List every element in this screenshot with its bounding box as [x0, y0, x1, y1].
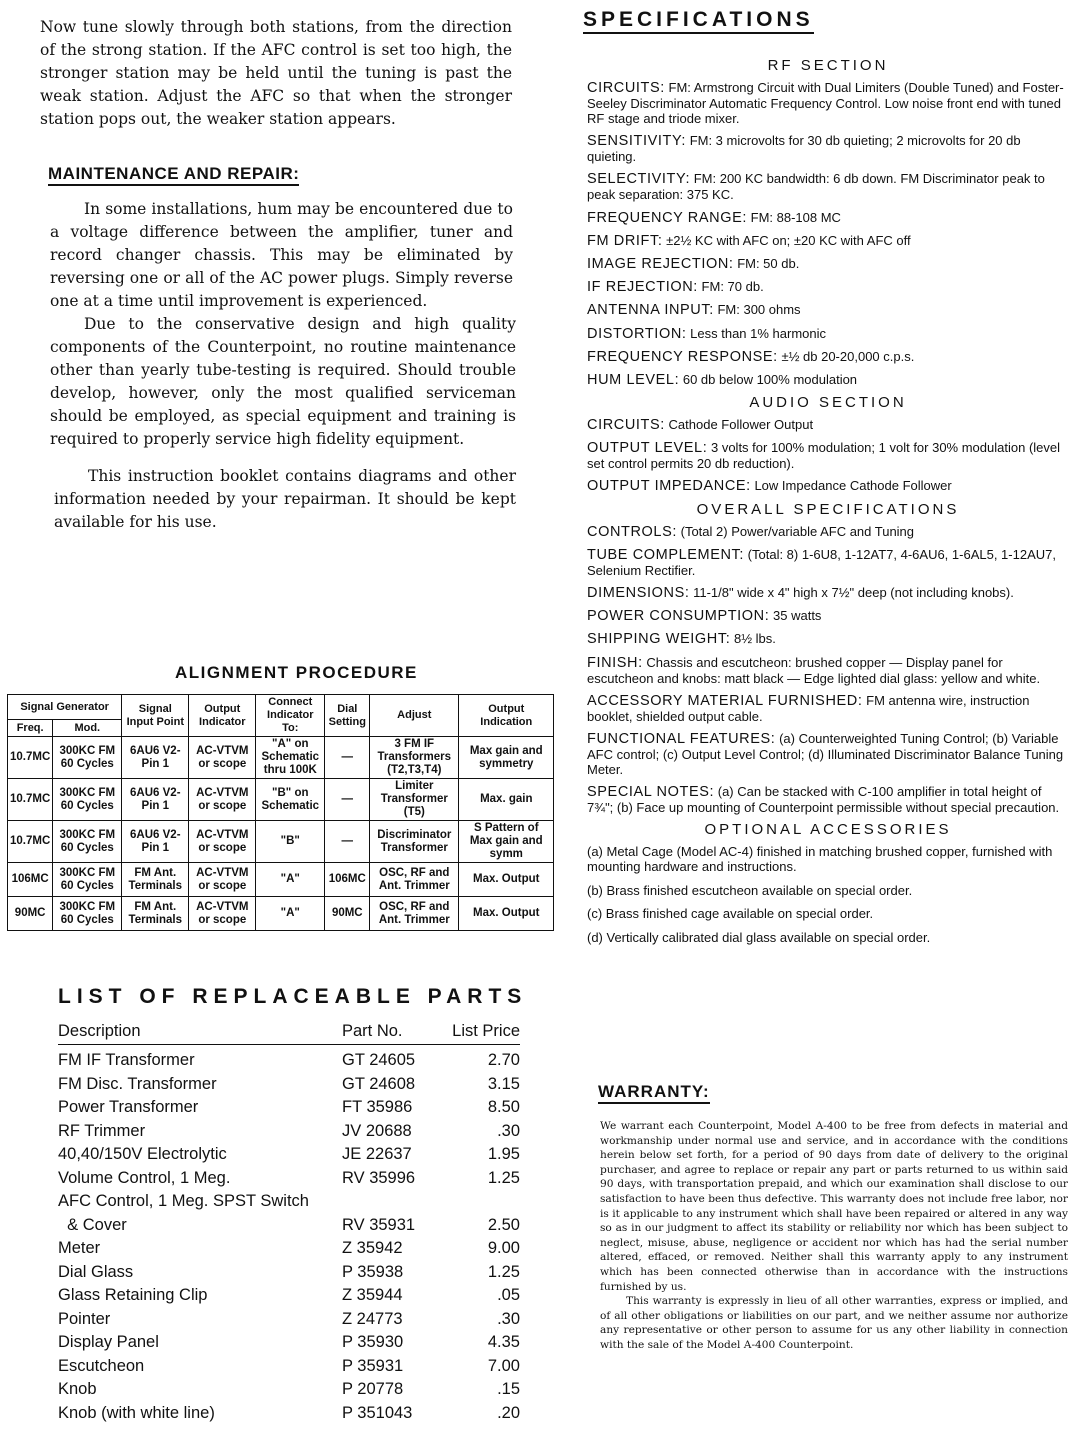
parts-row — [58, 1237, 520, 1261]
part-part-no: P 35938 — [342, 1262, 404, 1281]
spec-item — [587, 731, 1069, 777]
parts-row — [58, 1284, 520, 1308]
optional-accessory-item: (c) Brass finished cage available on special order. — [587, 906, 874, 922]
spec-value: FM: 50 db. — [737, 255, 800, 271]
spec-label: SHIPPING WEIGHT: — [587, 631, 731, 648]
alignment-cell-indicator: AC-VTVM or scope — [189, 779, 256, 821]
part-description: Escutcheon — [58, 1356, 145, 1375]
part-description: Knob — [58, 1380, 97, 1398]
alignment-row — [8, 821, 554, 863]
alignment-cell-freq: 90MC — [8, 897, 53, 931]
parts-rows — [58, 1049, 520, 1425]
spec-label: SENSITIVITY: — [587, 133, 687, 150]
alignment-cell-freq: 106MC — [8, 863, 53, 897]
spec-item — [587, 631, 1069, 647]
spec-label: POWER CONSUMPTION: — [587, 608, 770, 625]
audio-section-heading: AUDIO SECTION — [749, 394, 907, 412]
alignment-cell-mod: 300KC FM 60 Cycles — [53, 863, 122, 897]
parts-header-description: Description — [58, 1022, 141, 1040]
optional-accessory-item: (d) Vertically calibrated dial glass available on special order. — [587, 929, 931, 945]
spec-item — [587, 547, 1069, 578]
parts-row — [58, 1190, 520, 1214]
parts-row — [58, 1143, 520, 1167]
spec-item — [587, 326, 1069, 342]
part-part-no: P 351043 — [342, 1403, 413, 1422]
spec-item — [587, 80, 1069, 126]
alignment-title: ALIGNMENT PROCEDURE — [175, 663, 418, 682]
part-description: Meter — [58, 1239, 101, 1257]
part-description: Volume Control, 1 Meg. — [58, 1168, 231, 1187]
alignment-cell-connect: "A" — [256, 863, 325, 897]
alignment-row — [8, 863, 554, 897]
alignment-cell-mod: 300KC FM 60 Cycles — [53, 779, 122, 821]
spec-item — [587, 608, 1069, 624]
part-part-no: GT 24605 — [342, 1051, 416, 1069]
parts-list — [58, 1018, 520, 1425]
spec-value: FM: 3 microvolts for 30 db quieting; 2 microvolts for 20 db quieting. — [587, 133, 1021, 165]
part-part-no: Z 24773 — [342, 1309, 403, 1328]
part-list-price: .15 — [497, 1380, 520, 1398]
alignment-row — [8, 737, 554, 779]
warranty-text — [600, 1119, 1068, 1353]
rf-section-heading: RF SECTION — [767, 57, 889, 74]
spec-label: TUBE COMPLEMENT: — [587, 546, 745, 563]
part-part-no: P 20778 — [342, 1380, 404, 1398]
alignment-row — [8, 779, 554, 821]
part-list-price: .05 — [497, 1286, 520, 1304]
maintenance-section — [40, 164, 520, 534]
optional-accessories-list — [587, 844, 1069, 945]
optional-accessory-item: (a) Metal Cage (Model AC-4) finished in matching brushed copper, furnished with mounting hardware and instructions. — [587, 844, 1053, 875]
parts-row — [58, 1120, 520, 1144]
spec-item — [587, 655, 1069, 686]
optional-accessories-heading: OPTIONAL ACCESSORIES — [704, 821, 952, 839]
spec-value: 60 db below 100% modulation — [682, 371, 858, 387]
alignment-cell-connect: "A" — [256, 897, 325, 931]
maintenance-paragraph-1: In some installations, hum may be encountered due to a voltage difference between the amplifier, tuner and record changer chassis. This may be eliminated by reversing one or all of the AC power plugs. Simply reverse one at a time until improvement is experienced. — [50, 200, 513, 310]
alignment-cell-adjust: Limiter Transformer (T5) — [370, 779, 459, 821]
maintenance-heading: MAINTENANCE AND REPAIR: — [48, 164, 299, 186]
maintenance-paragraph-3: This instruction booklet contains diagrams and other information needed by your repairman. It should be kept available for his use. — [54, 467, 516, 531]
part-description: 40,40/150V Electrolytic — [58, 1145, 227, 1163]
spec-value: FM antenna wire, instruction booklet, shielded output cable. — [587, 692, 1030, 724]
parts-row — [58, 1073, 520, 1097]
alignment-cell-input: 6AU6 V2-Pin 1 — [122, 737, 189, 779]
spec-item — [587, 210, 1069, 226]
alignment-cell-connect: "B" on Schematic — [256, 779, 325, 821]
intro-paragraph: Now tune slowly through both stations, from the direction of the strong station. If the AFC control is set too high, the stronger station may be held until the tuning is past the weak station. Adjust the AFC so that when the stronger station pops out, the weaker station appears. — [40, 18, 512, 128]
spec-value: FM: 200 KC bandwidth: 6 db down. FM Discriminator peak to peak separation: 375 KC. — [587, 171, 1045, 203]
alignment-table — [7, 694, 554, 931]
part-description: Knob (with white line) — [58, 1403, 215, 1422]
part-part-no: JE 22637 — [342, 1145, 412, 1163]
spec-item — [587, 440, 1069, 471]
optional-accessory-item: (b) Brass finished escutcheon available on special order. — [587, 882, 913, 898]
part-list-price: 2.50 — [487, 1215, 520, 1234]
header-signal-generator: Signal Generator — [8, 695, 122, 720]
alignment-cell-connect: "A" on Schematic thru 100K — [256, 737, 325, 779]
part-part-no: GT 24608 — [342, 1074, 416, 1093]
spec-label: SELECTIVITY: — [587, 171, 691, 188]
header-output-indicator: Output Indicator — [189, 695, 256, 737]
header-output-indication: Output Indication — [459, 695, 554, 737]
overall-spec-list — [587, 524, 1069, 816]
spec-label: OUTPUT LEVEL: — [587, 440, 708, 457]
spec-label: FINISH: — [587, 654, 643, 671]
spec-label: CIRCUITS: — [587, 80, 665, 96]
part-list-price: 7.00 — [487, 1356, 520, 1375]
part-list-price: 2.70 — [487, 1051, 520, 1069]
part-description: Dial Glass — [58, 1262, 134, 1281]
spec-item — [587, 372, 1069, 388]
part-part-no: P 35930 — [342, 1333, 404, 1351]
part-part-no: Z 35944 — [342, 1286, 403, 1304]
alignment-cell-output: S Pattern of Max gain and symm — [459, 821, 554, 863]
parts-header — [58, 1018, 520, 1045]
part-list-price: .30 — [497, 1121, 520, 1140]
specifications-title: SPECIFICATIONS — [583, 8, 814, 34]
spec-label: IF REJECTION: — [587, 279, 698, 296]
parts-row — [58, 1402, 520, 1426]
alignment-cell-dial: 90MC — [325, 897, 370, 931]
spec-label: FM DRIFT: — [587, 232, 663, 249]
spec-label: FREQUENCY RESPONSE: — [587, 348, 778, 365]
spec-label: IMAGE REJECTION: — [587, 255, 734, 272]
spec-item — [587, 784, 1069, 815]
header-connect-indicator: Connect Indicator To: — [256, 695, 325, 737]
audio-spec-list — [587, 417, 1069, 494]
spec-item — [587, 417, 1069, 433]
parts-title: LIST OF REPLACEABLE PARTS — [58, 985, 528, 1008]
header-signal-input: Signal Input Point — [122, 695, 189, 737]
alignment-cell-input: FM Ant. Terminals — [122, 897, 189, 931]
spec-value: Chassis and escutcheon: brushed copper — Display panel for escutcheon and knobs: matt black — Edge lighted dial glass: yellow and white. — [587, 654, 1041, 686]
spec-item — [587, 256, 1069, 272]
part-list-price: .30 — [497, 1309, 520, 1328]
spec-item — [587, 279, 1069, 295]
alignment-cell-output: Max. Output — [459, 863, 554, 897]
overall-section-heading: OVERALL SPECIFICATIONS — [696, 500, 960, 518]
part-part-no: JV 20688 — [342, 1121, 412, 1140]
part-description: Pointer — [58, 1309, 111, 1328]
spec-label: ACCESSORY MATERIAL FURNISHED: — [587, 692, 863, 709]
maintenance-paragraph-2: Due to the conservative design and high quality components of the Counterpoint, no routine maintenance other than yearly tube-testing is required. Should trouble develop, however, only the most qualified serviceman should be employed, as special equipment and training is required to properly service high fidelity equipment. — [50, 315, 516, 448]
spec-item — [587, 693, 1069, 724]
warranty-heading: WARRANTY: — [598, 1081, 710, 1104]
spec-label: OUTPUT IMPEDANCE: — [587, 478, 751, 495]
spec-label: SPECIAL NOTES: — [587, 784, 715, 801]
alignment-cell-indicator: AC-VTVM or scope — [189, 821, 256, 863]
alignment-cell-output: Max gain and symmetry — [459, 737, 554, 779]
part-part-no: Z 35942 — [342, 1239, 403, 1257]
alignment-cell-input: 6AU6 V2-Pin 1 — [122, 821, 189, 863]
spec-label: ANTENNA INPUT: — [587, 302, 714, 319]
part-description: FM IF Transformer — [58, 1051, 195, 1069]
parts-row — [58, 1167, 520, 1191]
spec-value: Low Impedance Cathode Follower — [754, 478, 952, 494]
spec-value: (a) Can be stacked with C-100 amplifier in total height of 7¾"; (b) Face up mounting of Counterpoint permissible without special precaution. — [587, 784, 1060, 816]
parts-row — [58, 1308, 520, 1332]
parts-row — [58, 1331, 520, 1355]
spec-value: ±½ db 20-20,000 c.p.s. — [781, 348, 915, 364]
spec-label: CIRCUITS: — [587, 417, 665, 434]
alignment-cell-freq: 10.7MC — [8, 779, 53, 821]
spec-value: (Total: 8) 1-6U8, 1-12AT7, 4-6AU6, 1-6AL5, 1-12AU7, Selenium Rectifier. — [587, 546, 1056, 578]
spec-item — [587, 524, 1069, 540]
alignment-cell-dial: — — [325, 821, 370, 863]
alignment-cell-adjust: OSC, RF and Ant. Trimmer — [370, 863, 459, 897]
spec-value: 8½ lbs. — [733, 631, 776, 647]
spec-item — [587, 349, 1069, 365]
parts-row — [58, 1355, 520, 1379]
alignment-cell-freq: 10.7MC — [8, 737, 53, 779]
rf-spec-list — [587, 80, 1069, 388]
part-part-no: RV 35931 — [342, 1215, 416, 1234]
part-part-no: RV 35996 — [342, 1168, 416, 1187]
spec-value: (Total 2) Power/variable AFC and Tuning — [680, 523, 915, 539]
spec-item — [587, 585, 1069, 601]
spec-value: (a) Counterweighted Tuning Control; (b) Variable AFC control; (c) Output Level Control; (d) Illuminated Discriminator Balance Tuning Meter. — [587, 730, 1064, 777]
part-part-no: FT 35986 — [342, 1098, 413, 1116]
alignment-cell-indicator: AC-VTVM or scope — [189, 863, 256, 897]
spec-value: 11-1/8" wide x 4" high x 7½" deep (not including knobs). — [693, 585, 1014, 600]
spec-label: CONTROLS: — [587, 523, 677, 540]
spec-label: FREQUENCY RANGE: — [587, 209, 747, 226]
part-part-no: P 35931 — [342, 1356, 404, 1375]
spec-value: FM: Armstrong Circuit with Dual Limiters (Double Tuned) and Foster-Seeley Discriminator Automatic Frequency Control. Low noise front end with tuned RF stage and triode mixer. — [587, 80, 1064, 126]
spec-item — [587, 133, 1069, 164]
part-description: Display Panel — [58, 1333, 159, 1351]
part-list-price — [438, 1190, 520, 1214]
spec-value: 35 watts — [773, 608, 822, 624]
spec-value: FM: 70 db. — [701, 279, 764, 295]
parts-row — [58, 1214, 520, 1238]
part-list-price: 1.25 — [487, 1262, 520, 1281]
header-dial-setting: Dial Setting — [325, 695, 370, 737]
alignment-cell-dial: — — [325, 779, 370, 821]
alignment-cell-input: FM Ant. Terminals — [122, 863, 189, 897]
part-part-no — [342, 1190, 438, 1214]
alignment-cell-output: Max. gain — [459, 779, 554, 821]
part-description: FM Disc. Transformer — [58, 1074, 217, 1093]
parts-row — [58, 1378, 520, 1402]
parts-header-list-price: List Price — [452, 1022, 520, 1040]
spec-label: DIMENSIONS: — [587, 585, 690, 601]
alignment-cell-adjust: Discriminator Transformer — [370, 821, 459, 863]
spec-value: FM: 88-108 MC — [750, 209, 841, 225]
spec-item — [587, 171, 1069, 202]
spec-label: HUM LEVEL: — [587, 371, 680, 388]
part-description: AFC Control, 1 Meg. SPST Switch — [58, 1192, 309, 1210]
warranty-paragraph-2: This warranty is expressly in lieu of all other warranties, express or implied, and of all other obligations or liabilities on our part, and we neither assume nor authorize any representative or other person to assume for us any other liability in connection with the sale of the Model A-400 Counterpoint. — [600, 1295, 1068, 1351]
alignment-cell-indicator: AC-VTVM or scope — [189, 737, 256, 779]
part-list-price: 1.95 — [487, 1145, 520, 1163]
parts-row — [58, 1096, 520, 1120]
specifications-column — [587, 52, 1069, 953]
spec-label: FUNCTIONAL FEATURES: — [587, 730, 776, 747]
spec-label: DISTORTION: — [587, 325, 687, 342]
alignment-cell-dial: — — [325, 737, 370, 779]
alignment-cell-mod: 300KC FM 60 Cycles — [53, 737, 122, 779]
spec-value: Less than 1% harmonic — [690, 325, 827, 341]
spec-value: Cathode Follower Output — [668, 417, 814, 433]
alignment-cell-freq: 10.7MC — [8, 821, 53, 863]
alignment-cell-input: 6AU6 V2-Pin 1 — [122, 779, 189, 821]
part-description: Glass Retaining Clip — [58, 1286, 208, 1304]
part-list-price: 3.15 — [487, 1074, 520, 1093]
spec-item — [587, 478, 1069, 494]
alignment-cell-mod: 300KC FM 60 Cycles — [53, 897, 122, 931]
alignment-row — [8, 897, 554, 931]
parts-row — [58, 1261, 520, 1285]
spec-value: FM: 300 ohms — [717, 302, 801, 318]
part-list-price: 9.00 — [487, 1239, 520, 1257]
alignment-cell-dial: 106MC — [325, 863, 370, 897]
alignment-cell-mod: 300KC FM 60 Cycles — [53, 821, 122, 863]
part-description: RF Trimmer — [58, 1121, 146, 1140]
warranty-paragraph-1: We warrant each Counterpoint, Model A-400 to be free from defects in material and workmanship under normal use and service, and in accordance with the conditions herein below set forth, for a period of 90 days from date of delivery to the original purchaser, and agree to replace or repair any part or parts returned to us within said 90 days, with transportation prepaid, and which our examination shall disclose to our satisfaction to have been thus defective. This warranty does not include free labor, nor is it applicable to any instrument which shall have been repaired or altered in any way so as in our judgment to affect its stability or reliability nor which has been subject to neglect, misuse, abuse, negligence or accident nor which has had the serial number altered, effaced, or removed. Neither shall this warranty apply to any instrument which has been connected otherwise than in accordance with the instructions furnished by us. — [600, 1120, 1068, 1293]
alignment-cell-output: Max. Output — [459, 897, 554, 931]
parts-header-part-no: Part No. — [342, 1022, 403, 1040]
part-list-price: 8.50 — [487, 1098, 520, 1116]
spec-value: 3 volts for 100% modulation; 1 volt for 30% modulation (level set control permits 20 db reduction). — [587, 440, 1061, 472]
part-list-price: 4.35 — [487, 1333, 520, 1351]
alignment-table-body — [8, 737, 554, 931]
spec-value: ±2½ KC with AFC on; ±20 KC with AFC off — [666, 232, 911, 248]
header-freq: Freq. — [8, 720, 53, 737]
alignment-cell-indicator: AC-VTVM or scope — [189, 897, 256, 931]
part-description: & Cover — [58, 1215, 127, 1234]
alignment-cell-connect: "B" — [256, 821, 325, 863]
part-description: Power Transformer — [58, 1098, 199, 1116]
left-column — [40, 10, 520, 534]
parts-row — [58, 1049, 520, 1073]
alignment-cell-adjust: 3 FM IF Transformers (T2,T3,T4) — [370, 737, 459, 779]
header-adjust: Adjust — [370, 695, 459, 737]
spec-item — [587, 233, 1069, 249]
part-list-price: 1.25 — [487, 1168, 520, 1187]
spec-item — [587, 302, 1069, 318]
header-mod: Mod. — [53, 720, 122, 737]
part-list-price: .20 — [497, 1403, 520, 1422]
alignment-cell-adjust: OSC, RF and Ant. Trimmer — [370, 897, 459, 931]
